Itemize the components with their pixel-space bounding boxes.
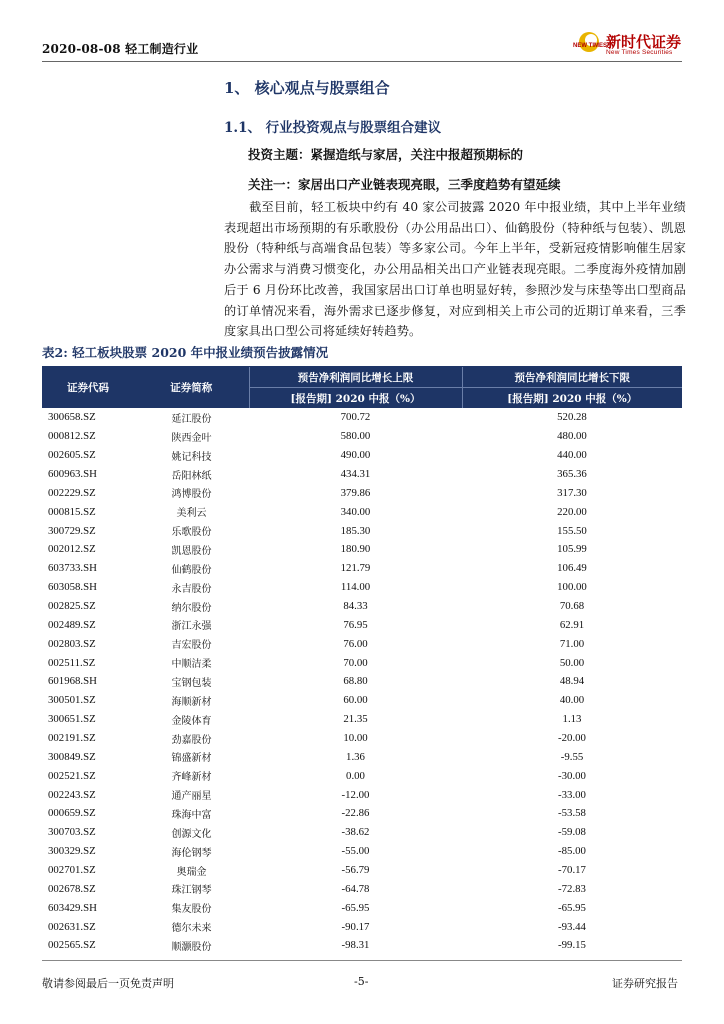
cell-upper: 10.00 bbox=[343, 732, 368, 745]
subsection-heading: 1.1、 行业投资观点与股票组合建议 bbox=[224, 120, 442, 136]
cell-upper: -65.95 bbox=[341, 901, 370, 914]
cell-lower: 365.36 bbox=[557, 468, 587, 480]
table-row bbox=[42, 502, 682, 521]
table-row bbox=[42, 578, 682, 597]
cell-lower: -99.15 bbox=[558, 939, 586, 952]
cell-upper: 490.00 bbox=[340, 449, 371, 462]
cell-name: 珠海中富 bbox=[171, 809, 212, 821]
table-row bbox=[42, 446, 682, 465]
cell-code: 000815.SZ bbox=[48, 505, 96, 518]
col-header-upper-period: [报告期] 2020 中报（%） bbox=[249, 388, 462, 409]
footer-disclaimer: 敬请参阅最后一页免责声明 bbox=[42, 977, 174, 990]
cell-upper: -56.79 bbox=[341, 864, 370, 877]
cell-upper: -64.78 bbox=[341, 882, 370, 895]
cell-lower: -33.00 bbox=[558, 788, 586, 801]
cell-code: 300658.SZ bbox=[48, 411, 96, 424]
cell-lower: -59.08 bbox=[558, 826, 586, 839]
cell-lower: 1.13 bbox=[562, 713, 582, 726]
cell-lower: -9.55 bbox=[560, 750, 584, 763]
cell-upper: 70.00 bbox=[343, 656, 368, 669]
table-row bbox=[42, 465, 682, 484]
cell-name: 永吉股份 bbox=[171, 583, 212, 595]
investment-theme: 投资主题：紧握造纸与家居，关注中报超预期标的 bbox=[248, 147, 524, 162]
cell-upper: 185.30 bbox=[340, 524, 371, 537]
section-heading: 1、 核心观点与股票组合 bbox=[224, 79, 390, 97]
cell-code: 002678.SZ bbox=[48, 882, 96, 895]
cell-upper: 434.31 bbox=[340, 468, 371, 480]
earnings-forecast-table bbox=[42, 367, 682, 955]
cell-name: 仙鹤股份 bbox=[171, 564, 212, 576]
table-row bbox=[42, 766, 682, 785]
cell-lower: 100.00 bbox=[557, 581, 587, 594]
cell-code: 600963.SH bbox=[48, 468, 97, 480]
cell-lower: 48.94 bbox=[559, 675, 585, 688]
table-row bbox=[42, 804, 682, 823]
table-row bbox=[42, 842, 682, 861]
cell-lower: -30.00 bbox=[558, 769, 586, 782]
cell-code: 002489.SZ bbox=[48, 618, 96, 631]
col-header-name: 证券简称 bbox=[134, 367, 249, 408]
header-divider bbox=[42, 61, 682, 62]
cell-name: 中顺洁柔 bbox=[171, 659, 212, 671]
cell-name: 陕西金叶 bbox=[171, 432, 212, 444]
cell-name: 凯恩股份 bbox=[171, 545, 212, 557]
table-row bbox=[42, 653, 682, 672]
cell-name: 鸿博股份 bbox=[171, 489, 212, 501]
cell-code: 300329.SZ bbox=[48, 845, 96, 858]
cell-name: 珠江钢琴 bbox=[171, 885, 212, 897]
cell-code: 002243.SZ bbox=[48, 788, 96, 801]
cell-upper: -55.00 bbox=[341, 845, 370, 858]
cell-lower: 50.00 bbox=[559, 656, 585, 669]
cell-name: 吉宏股份 bbox=[171, 640, 212, 652]
cell-upper: 180.90 bbox=[340, 543, 371, 556]
cell-name: 纳尔股份 bbox=[171, 602, 212, 614]
cell-name: 集友股份 bbox=[171, 904, 212, 916]
table-row bbox=[42, 540, 682, 559]
cell-upper: 60.00 bbox=[343, 694, 368, 707]
table-row bbox=[42, 672, 682, 691]
cell-code: 000812.SZ bbox=[48, 430, 96, 443]
header-date-industry: 2020-08-08 轻工制造行业 bbox=[42, 42, 199, 56]
cell-upper: 580.00 bbox=[340, 430, 371, 443]
cell-code: 300849.SZ bbox=[48, 750, 96, 763]
body-paragraph-text: 截至目前，轻工板块中约有 40 家公司披露 2020 年中报业绩，其中上半年业绩表现超出市场预期的有乐歌股份（办公用品出口）、仙鹤股份（特种纸与包装）、凯恩股份（特种纸与高端食品包装）等多家公司。今年上半年，受新冠疫情影响催生居家办公需求与消费习惯变化，办公用品相关出口产业链表现亮眼。二季度海外疫情加剧后于 6 月份环比改善，我国家居出口订单也明显好转，参照沙发与床垫等出口型商品的订单情况来看，海外需求已逐步修复，对应到相关上市公司的近期订单来看，三季度家具出口型公司将延续好转趋势。 bbox=[224, 200, 686, 339]
table-row bbox=[42, 559, 682, 578]
company-name-en: New Times Securities bbox=[606, 49, 673, 56]
table-title: 表2: 轻工板块股票 2020 年中报业绩预告披露情况 bbox=[42, 345, 329, 360]
cell-upper: 114.00 bbox=[340, 581, 371, 594]
cell-code: 002701.SZ bbox=[48, 864, 96, 877]
cell-code: 603733.SH bbox=[48, 562, 97, 575]
cell-upper: -12.00 bbox=[341, 788, 370, 801]
cell-upper: 700.72 bbox=[340, 411, 371, 424]
table-row bbox=[42, 917, 682, 936]
cell-code: 002521.SZ bbox=[48, 769, 96, 782]
cell-name: 德尔未来 bbox=[171, 923, 212, 935]
cell-name: 创源文化 bbox=[171, 828, 212, 840]
cell-code: 002605.SZ bbox=[48, 449, 96, 462]
table-bottom-rule bbox=[42, 960, 682, 961]
table-row bbox=[42, 898, 682, 917]
cell-upper: 84.33 bbox=[343, 600, 368, 613]
table-row bbox=[42, 615, 682, 634]
cell-code: 300651.SZ bbox=[48, 713, 96, 726]
cell-code: 002012.SZ bbox=[48, 543, 96, 556]
cell-name: 海伦钢琴 bbox=[171, 847, 212, 859]
cell-lower: 520.28 bbox=[557, 411, 587, 424]
cell-name: 顺灏股份 bbox=[171, 941, 212, 953]
cell-lower: 105.99 bbox=[557, 543, 587, 556]
cell-upper: -22.86 bbox=[341, 807, 370, 820]
cell-lower: -93.44 bbox=[558, 920, 586, 933]
cell-name: 海顺新材 bbox=[171, 696, 212, 708]
cell-lower: -53.58 bbox=[558, 807, 586, 820]
cell-name: 乐歌股份 bbox=[171, 527, 212, 539]
col-header-upper: 预告净利润同比增长上限 bbox=[249, 367, 462, 388]
table-row bbox=[42, 408, 682, 427]
cell-upper: 1.36 bbox=[346, 750, 365, 763]
cell-upper: -98.31 bbox=[341, 939, 370, 952]
cell-lower: 62.91 bbox=[559, 618, 585, 631]
table-row bbox=[42, 634, 682, 653]
logo-mark-text: NEW TIMES bbox=[573, 43, 607, 49]
body-paragraph bbox=[224, 197, 686, 342]
cell-code: 601968.SH bbox=[48, 675, 97, 688]
page-number: -5- bbox=[354, 975, 369, 988]
cell-code: 300501.SZ bbox=[48, 694, 96, 707]
cell-lower: 70.68 bbox=[559, 600, 585, 613]
cell-code: 300703.SZ bbox=[48, 826, 96, 839]
cell-lower: -20.00 bbox=[558, 732, 586, 745]
cell-code: 002825.SZ bbox=[48, 600, 96, 613]
cell-lower: 480.00 bbox=[557, 430, 587, 443]
cell-code: 603058.SH bbox=[48, 581, 97, 594]
cell-name: 美利云 bbox=[176, 508, 207, 520]
cell-name: 齐峰新材 bbox=[171, 772, 212, 784]
company-logo-icon bbox=[572, 30, 607, 56]
col-header-lower: 预告净利润同比增长下限 bbox=[462, 367, 682, 388]
cell-upper: -90.17 bbox=[341, 920, 370, 933]
cell-name: 宝钢包装 bbox=[171, 677, 212, 689]
cell-name: 岳阳林纸 bbox=[171, 470, 212, 482]
table-row bbox=[42, 427, 682, 446]
table-row bbox=[42, 747, 682, 766]
cell-name: 奥瑞金 bbox=[176, 866, 207, 878]
table-row bbox=[42, 597, 682, 616]
table-row bbox=[42, 710, 682, 729]
table-row bbox=[42, 691, 682, 710]
cell-code: 002229.SZ bbox=[48, 486, 96, 499]
cell-upper: 76.00 bbox=[343, 637, 368, 650]
table-row bbox=[42, 936, 682, 955]
cell-upper: -38.62 bbox=[341, 826, 370, 839]
cell-code: 002631.SZ bbox=[48, 920, 96, 933]
cell-upper: 340.00 bbox=[340, 505, 371, 518]
table-row bbox=[42, 521, 682, 540]
cell-upper: 76.95 bbox=[343, 618, 368, 631]
cell-lower: 155.50 bbox=[557, 524, 587, 537]
table-row bbox=[42, 729, 682, 748]
table-row bbox=[42, 823, 682, 842]
cell-lower: -70.17 bbox=[558, 864, 586, 877]
table-row bbox=[42, 785, 682, 804]
cell-lower: -85.00 bbox=[558, 845, 586, 858]
cell-name: 通产丽星 bbox=[171, 791, 212, 803]
cell-name: 延江股份 bbox=[171, 413, 212, 425]
focus-point-one: 关注一：家居出口产业链表现亮眼，三季度趋势有望延续 bbox=[248, 177, 561, 192]
cell-code: 300729.SZ bbox=[48, 524, 96, 537]
cell-upper: 68.80 bbox=[343, 675, 368, 688]
cell-lower: 71.00 bbox=[559, 637, 585, 650]
cell-code: 002511.SZ bbox=[48, 656, 96, 669]
cell-upper: 0.00 bbox=[346, 769, 365, 782]
table-row bbox=[42, 483, 682, 502]
cell-lower: 40.00 bbox=[559, 694, 585, 707]
cell-lower: -72.83 bbox=[558, 882, 586, 895]
table-row bbox=[42, 879, 682, 898]
col-header-lower-period: [报告期] 2020 中报（%） bbox=[462, 388, 682, 409]
company-name-cn: 新时代证券 bbox=[606, 33, 682, 51]
cell-code: 603429.SH bbox=[48, 901, 97, 914]
cell-upper: 121.79 bbox=[340, 562, 371, 575]
cell-name: 劲嘉股份 bbox=[171, 734, 212, 746]
cell-upper: 21.35 bbox=[343, 713, 368, 726]
cell-name: 姚记科技 bbox=[171, 451, 212, 463]
cell-code: 002191.SZ bbox=[48, 732, 96, 745]
cell-lower: 220.00 bbox=[557, 505, 587, 518]
footer-report-type: 证券研究报告 bbox=[612, 977, 678, 990]
cell-name: 浙江永强 bbox=[171, 621, 212, 633]
cell-name: 锦盛新材 bbox=[171, 753, 212, 765]
table-body bbox=[42, 408, 682, 955]
cell-lower: 440.00 bbox=[557, 449, 587, 462]
cell-lower: -65.95 bbox=[558, 901, 586, 914]
cell-code: 002565.SZ bbox=[48, 939, 96, 952]
cell-name: 金陵体育 bbox=[171, 715, 212, 727]
cell-code: 000659.SZ bbox=[48, 807, 96, 820]
cell-lower: 106.49 bbox=[557, 562, 587, 575]
cell-code: 002803.SZ bbox=[48, 637, 96, 650]
table-row bbox=[42, 861, 682, 880]
col-header-code: 证券代码 bbox=[42, 367, 134, 408]
cell-upper: 379.86 bbox=[340, 486, 371, 499]
cell-lower: 317.30 bbox=[557, 486, 587, 499]
